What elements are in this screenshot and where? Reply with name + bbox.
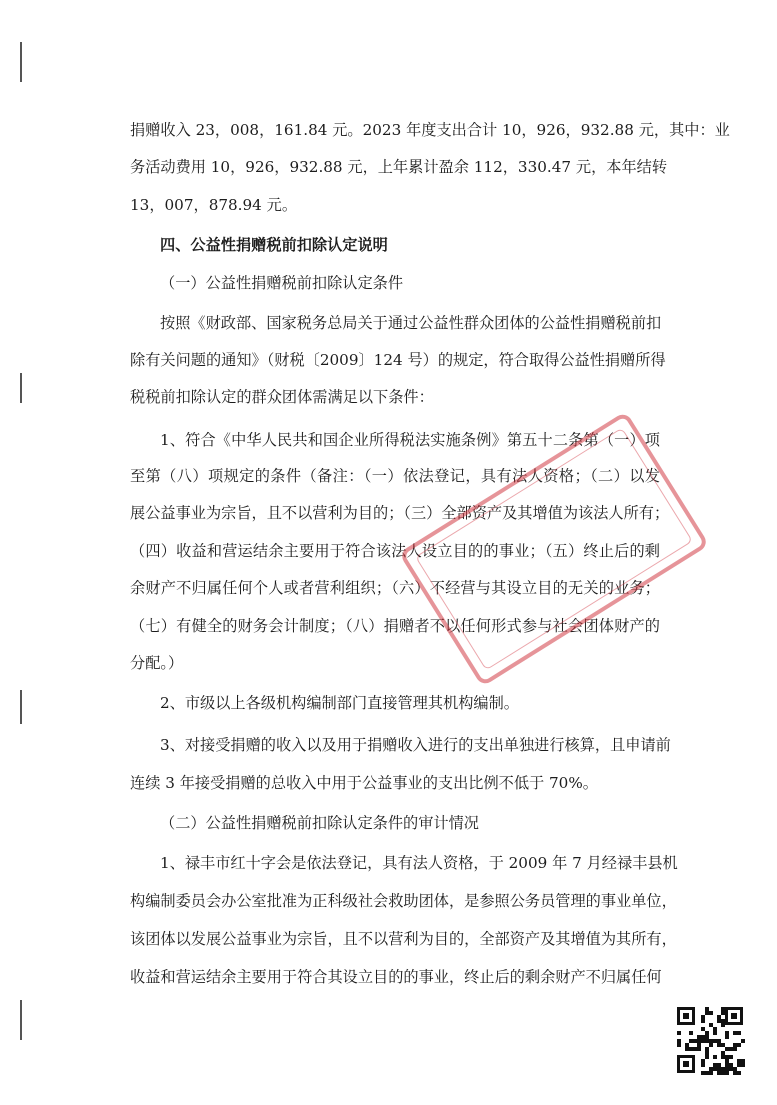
paragraph-line: 收益和营运结余主要用于符合其设立目的的事业，终止后的剩余财产不归属任何 (130, 968, 662, 986)
paragraph-line: 1、禄丰市红十字会是依法登记，具有法人资格，于 2009 年 7 月经禄丰县机 (160, 854, 678, 872)
paragraph-line: （四）收益和营运结余主要用于符合该法人设立目的的事业；（五）终止后的剩 (130, 542, 660, 560)
paragraph-line: 按照《财政部、国家税务总局关于通过公益性群众团体的公益性捐赠税前扣 (160, 314, 662, 332)
paragraph-line: （一）公益性捐赠税前扣除认定条件 (160, 274, 403, 292)
paragraph-line: 3、对接受捐赠的收入以及用于捐赠收入进行的支出单独进行核算，且申请前 (160, 736, 671, 754)
paragraph-line: 13，007，878.94 元。 (130, 196, 298, 214)
paragraph-line: 捐赠收入 23，008，161.84 元。2023 年度支出合计 10，926，932.88 元，其中：业 (130, 121, 730, 139)
scan-edge-mark (20, 1000, 22, 1040)
paragraph-line: 1、符合《中华人民共和国企业所得税法实施条例》第五十二条第（一）项 (160, 431, 660, 449)
scan-edge-mark (20, 42, 22, 82)
paragraph-line: 至第（八）项规定的条件（备注：（一）依法登记，具有法人资格；（二）以发 (130, 467, 660, 485)
paragraph-line: （七）有健全的财务会计制度；（八）捐赠者不以任何形式参与社会团体财产的 (130, 617, 660, 635)
section-heading: 四、公益性捐赠税前扣除认定说明 (160, 236, 388, 254)
audit-seal-stamp (398, 411, 709, 687)
paragraph-line: 构编制委员会办公室批准为正科级社会救助团体，是参照公务员管理的事业单位， (130, 892, 677, 910)
paragraph-line: 展公益事业为宗旨，且不以营利为目的；（三）全部资产及其增值为该法人所有； (130, 504, 670, 522)
paragraph-line: 税税前扣除认定的群众团体需满足以下条件： (130, 388, 434, 406)
paragraph-line: 余财产不归属任何个人或者营利组织；（六）不经营与其设立目的无关的业务； (130, 579, 660, 597)
qr-code-icon (675, 1005, 745, 1075)
paragraph-line: 分配。） (130, 654, 184, 672)
scan-edge-mark (20, 373, 22, 403)
paragraph-line: （二）公益性捐赠税前扣除认定条件的审计情况 (160, 814, 479, 832)
paragraph-line: 除有关问题的通知》（财税〔2009〕124 号）的规定，符合取得公益性捐赠所得 (130, 351, 666, 369)
paragraph-line: 连续 3 年接受捐赠的总收入中用于公益事业的支出比例不低于 70%。 (130, 774, 598, 792)
paragraph-line: 务活动费用 10，926，932.88 元，上年累计盈余 112，330.47 元，本年结转 (130, 158, 668, 176)
scan-edge-mark (20, 690, 22, 724)
paragraph-line: 该团体以发展公益事业为宗旨，且不以营利为目的，全部资产及其增值为其所有， (130, 930, 677, 948)
paragraph-line: 2、市级以上各级机构编制部门直接管理其机构编制。 (160, 694, 519, 712)
